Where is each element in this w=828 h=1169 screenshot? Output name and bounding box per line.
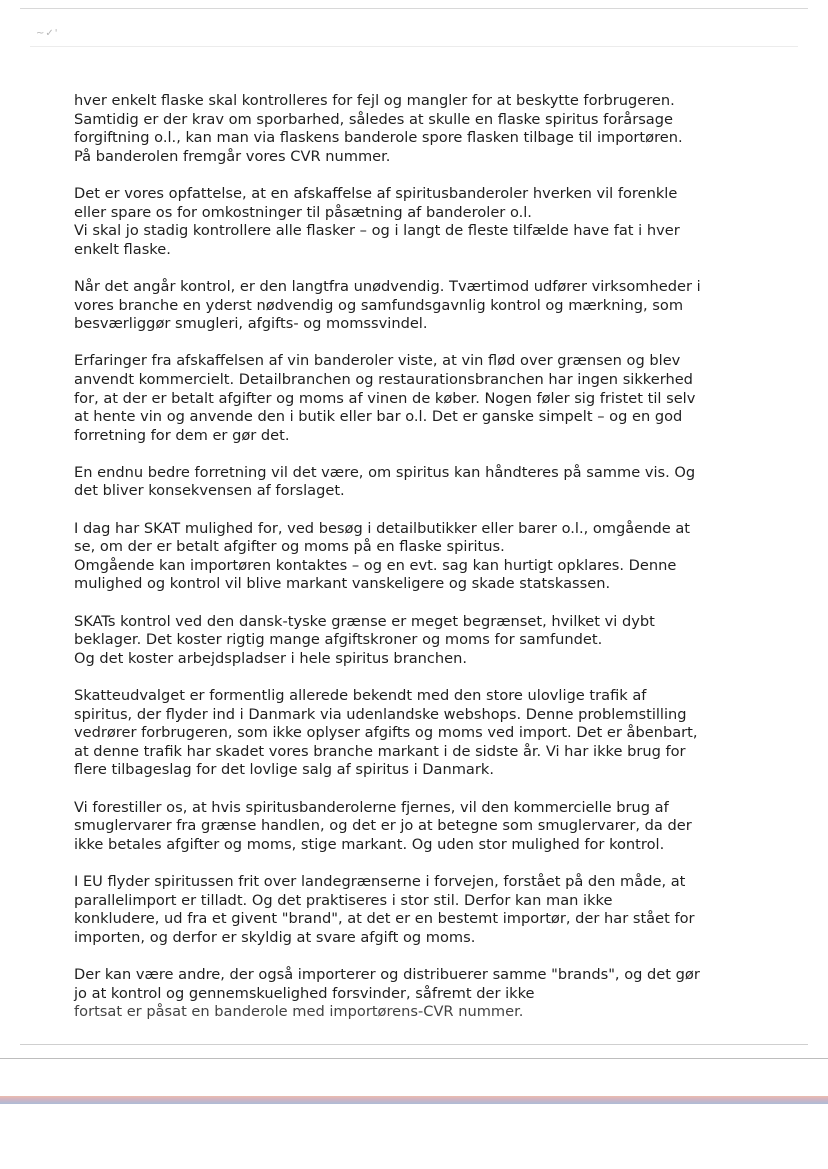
document-body bbox=[74, 92, 770, 1021]
scan-edge-rule bbox=[0, 1058, 828, 1059]
paragraph bbox=[74, 92, 770, 166]
text-line: Skatteudvalget er formentlig allerede bekendt med den store ulovlige trafik af bbox=[74, 687, 647, 704]
text-line: ikke betales afgifter og moms, stige markant. Og uden stor mulighed for kontrol. bbox=[74, 835, 665, 853]
text-line: konkludere, ud fra et givent "brand", at det er en bestemt importør, der har stået for bbox=[74, 910, 695, 928]
text-line: beklager. Det koster rigtig mange afgiftskroner og moms for samfundet. bbox=[74, 631, 603, 649]
top-edge-rule bbox=[20, 8, 808, 9]
text-line: besværliggør smugleri, afgifts- og momssvindel. bbox=[74, 315, 428, 333]
paragraph bbox=[74, 613, 770, 669]
page-bottom-rule bbox=[20, 1044, 808, 1045]
text-line: SKATs kontrol ved den dansk-tyske grænse er meget begrænset, hvilket vi dybt bbox=[74, 612, 655, 630]
paragraph bbox=[74, 352, 770, 445]
text-line: at hente vin og anvende den i butik eller bar o.l. Det er ganske simpelt – og en god bbox=[74, 408, 683, 426]
paragraph-list bbox=[74, 92, 770, 947]
paragraph bbox=[74, 687, 770, 780]
text-line: Vi forestiller os, at hvis spiritusbanderolerne fjernes, vil den kommercielle brug af bbox=[74, 798, 669, 816]
text-line: Omgående kan importøren kontaktes – og en evt. sag kan hurtigt opklares. Denne bbox=[74, 556, 677, 574]
text-line: Og det koster arbejdspladser i hele spiritus branchen. bbox=[74, 649, 468, 667]
header-stamp-mark: ~✓' bbox=[36, 28, 59, 39]
text-line: mulighed og kontrol vil blive markant vanskeligere og skade statskassen. bbox=[74, 575, 611, 593]
text-line: I EU flyder spiritussen frit over landegrænserne i forvejen, forstået på den måde, at bbox=[74, 872, 686, 890]
text-line: forgiftning o.l., kan man via flaskens banderole spore flasken tilbage til importøren. bbox=[74, 129, 683, 147]
paragraph bbox=[74, 520, 770, 594]
text-line: smuglervarer fra grænse handlen, og det er jo at betegne som smuglervarer, da der bbox=[74, 817, 692, 835]
paragraph bbox=[74, 464, 770, 501]
text-line: importen, og derfor er skyldig at svare afgift og moms. bbox=[74, 928, 476, 946]
text-line: Det er vores opfattelse, at en afskaffelse af spiritusbanderoler hverken vil forenkle bbox=[74, 184, 678, 202]
text-line: forretning for dem er gør det. bbox=[74, 426, 290, 444]
text-line: eller spare os for omkostninger til påsætning af banderoler o.l. bbox=[74, 203, 532, 221]
text-line: det bliver konsekvensen af forslaget. bbox=[74, 482, 345, 500]
text-line: I dag har SKAT mulighed for, ved besøg i detailbutikker eller barer o.l., omgående at bbox=[74, 519, 690, 537]
clipped-text-line: fortsat er påsat en banderole med importørens-CVR nummer. bbox=[74, 1003, 524, 1021]
text-line: se, om der er betalt afgifter og moms på en flaske spiritus. bbox=[74, 538, 505, 556]
paragraph bbox=[74, 278, 770, 334]
text-line: Når det angår kontrol, er den langtfra unødvendig. Tværtimod udfører virksomheder i bbox=[74, 277, 701, 295]
header-rule bbox=[30, 46, 798, 47]
text-line: Der kan være andre, der også importerer og distribuerer samme "brands", og det gør bbox=[74, 965, 700, 983]
text-line: hver enkelt flaske skal kontrolleres for fejl og mangler for at beskytte forbrugeren. bbox=[74, 92, 675, 109]
text-line: På banderolen fremgår vores CVR nummer. bbox=[74, 147, 391, 165]
text-line: enkelt flaske. bbox=[74, 240, 171, 258]
text-line: jo at kontrol og gennemskuelighed forsvinder, såfremt der ikke bbox=[74, 984, 535, 1002]
text-line: Samtidig er der krav om sporbarhed, således at skulle en flaske spiritus forårsage bbox=[74, 110, 673, 128]
text-line: for, at der er betalt afgifter og moms af vinen de køber. Nogen føler sig fristet til selv bbox=[74, 389, 696, 407]
paragraph bbox=[74, 873, 770, 947]
text-line: vedrører forbrugeren, som ikke oplyser afgifts og moms ved import. Det er åbenbart, bbox=[74, 724, 698, 742]
text-line: Erfaringer fra afskaffelsen af vin banderoler viste, at vin flød over grænsen og blev bbox=[74, 352, 681, 370]
text-line: spiritus, der flyder ind i Danmark via udenlandske webshops. Denne problemstilling bbox=[74, 705, 687, 723]
text-line: Vi skal jo stadig kontrollere alle flasker – og i langt de fleste tilfælde have fat i hver bbox=[74, 222, 680, 240]
paragraph bbox=[74, 799, 770, 855]
paragraph bbox=[74, 185, 770, 259]
text-line: flere tilbageslag for det lovlige salg af spiritus i Danmark. bbox=[74, 761, 494, 779]
text-line: anvendt kommercielt. Detailbranchen og restaurationsbranchen har ingen sikkerhed bbox=[74, 370, 693, 388]
scan-color-band bbox=[0, 1096, 828, 1104]
last-paragraph bbox=[74, 965, 770, 1021]
text-line: vores branche en yderst nødvendig og samfundsgavnlig kontrol og mærkning, som bbox=[74, 296, 684, 314]
text-line: En endnu bedre forretning vil det være, om spiritus kan håndteres på samme vis. Og bbox=[74, 463, 696, 481]
text-line: parallelimport er tilladt. Og det praktiseres i stor stil. Derfor kan man ikke bbox=[74, 891, 613, 909]
text-line: at denne trafik har skadet vores branche markant i de sidste år. Vi har ikke brug for bbox=[74, 742, 686, 760]
